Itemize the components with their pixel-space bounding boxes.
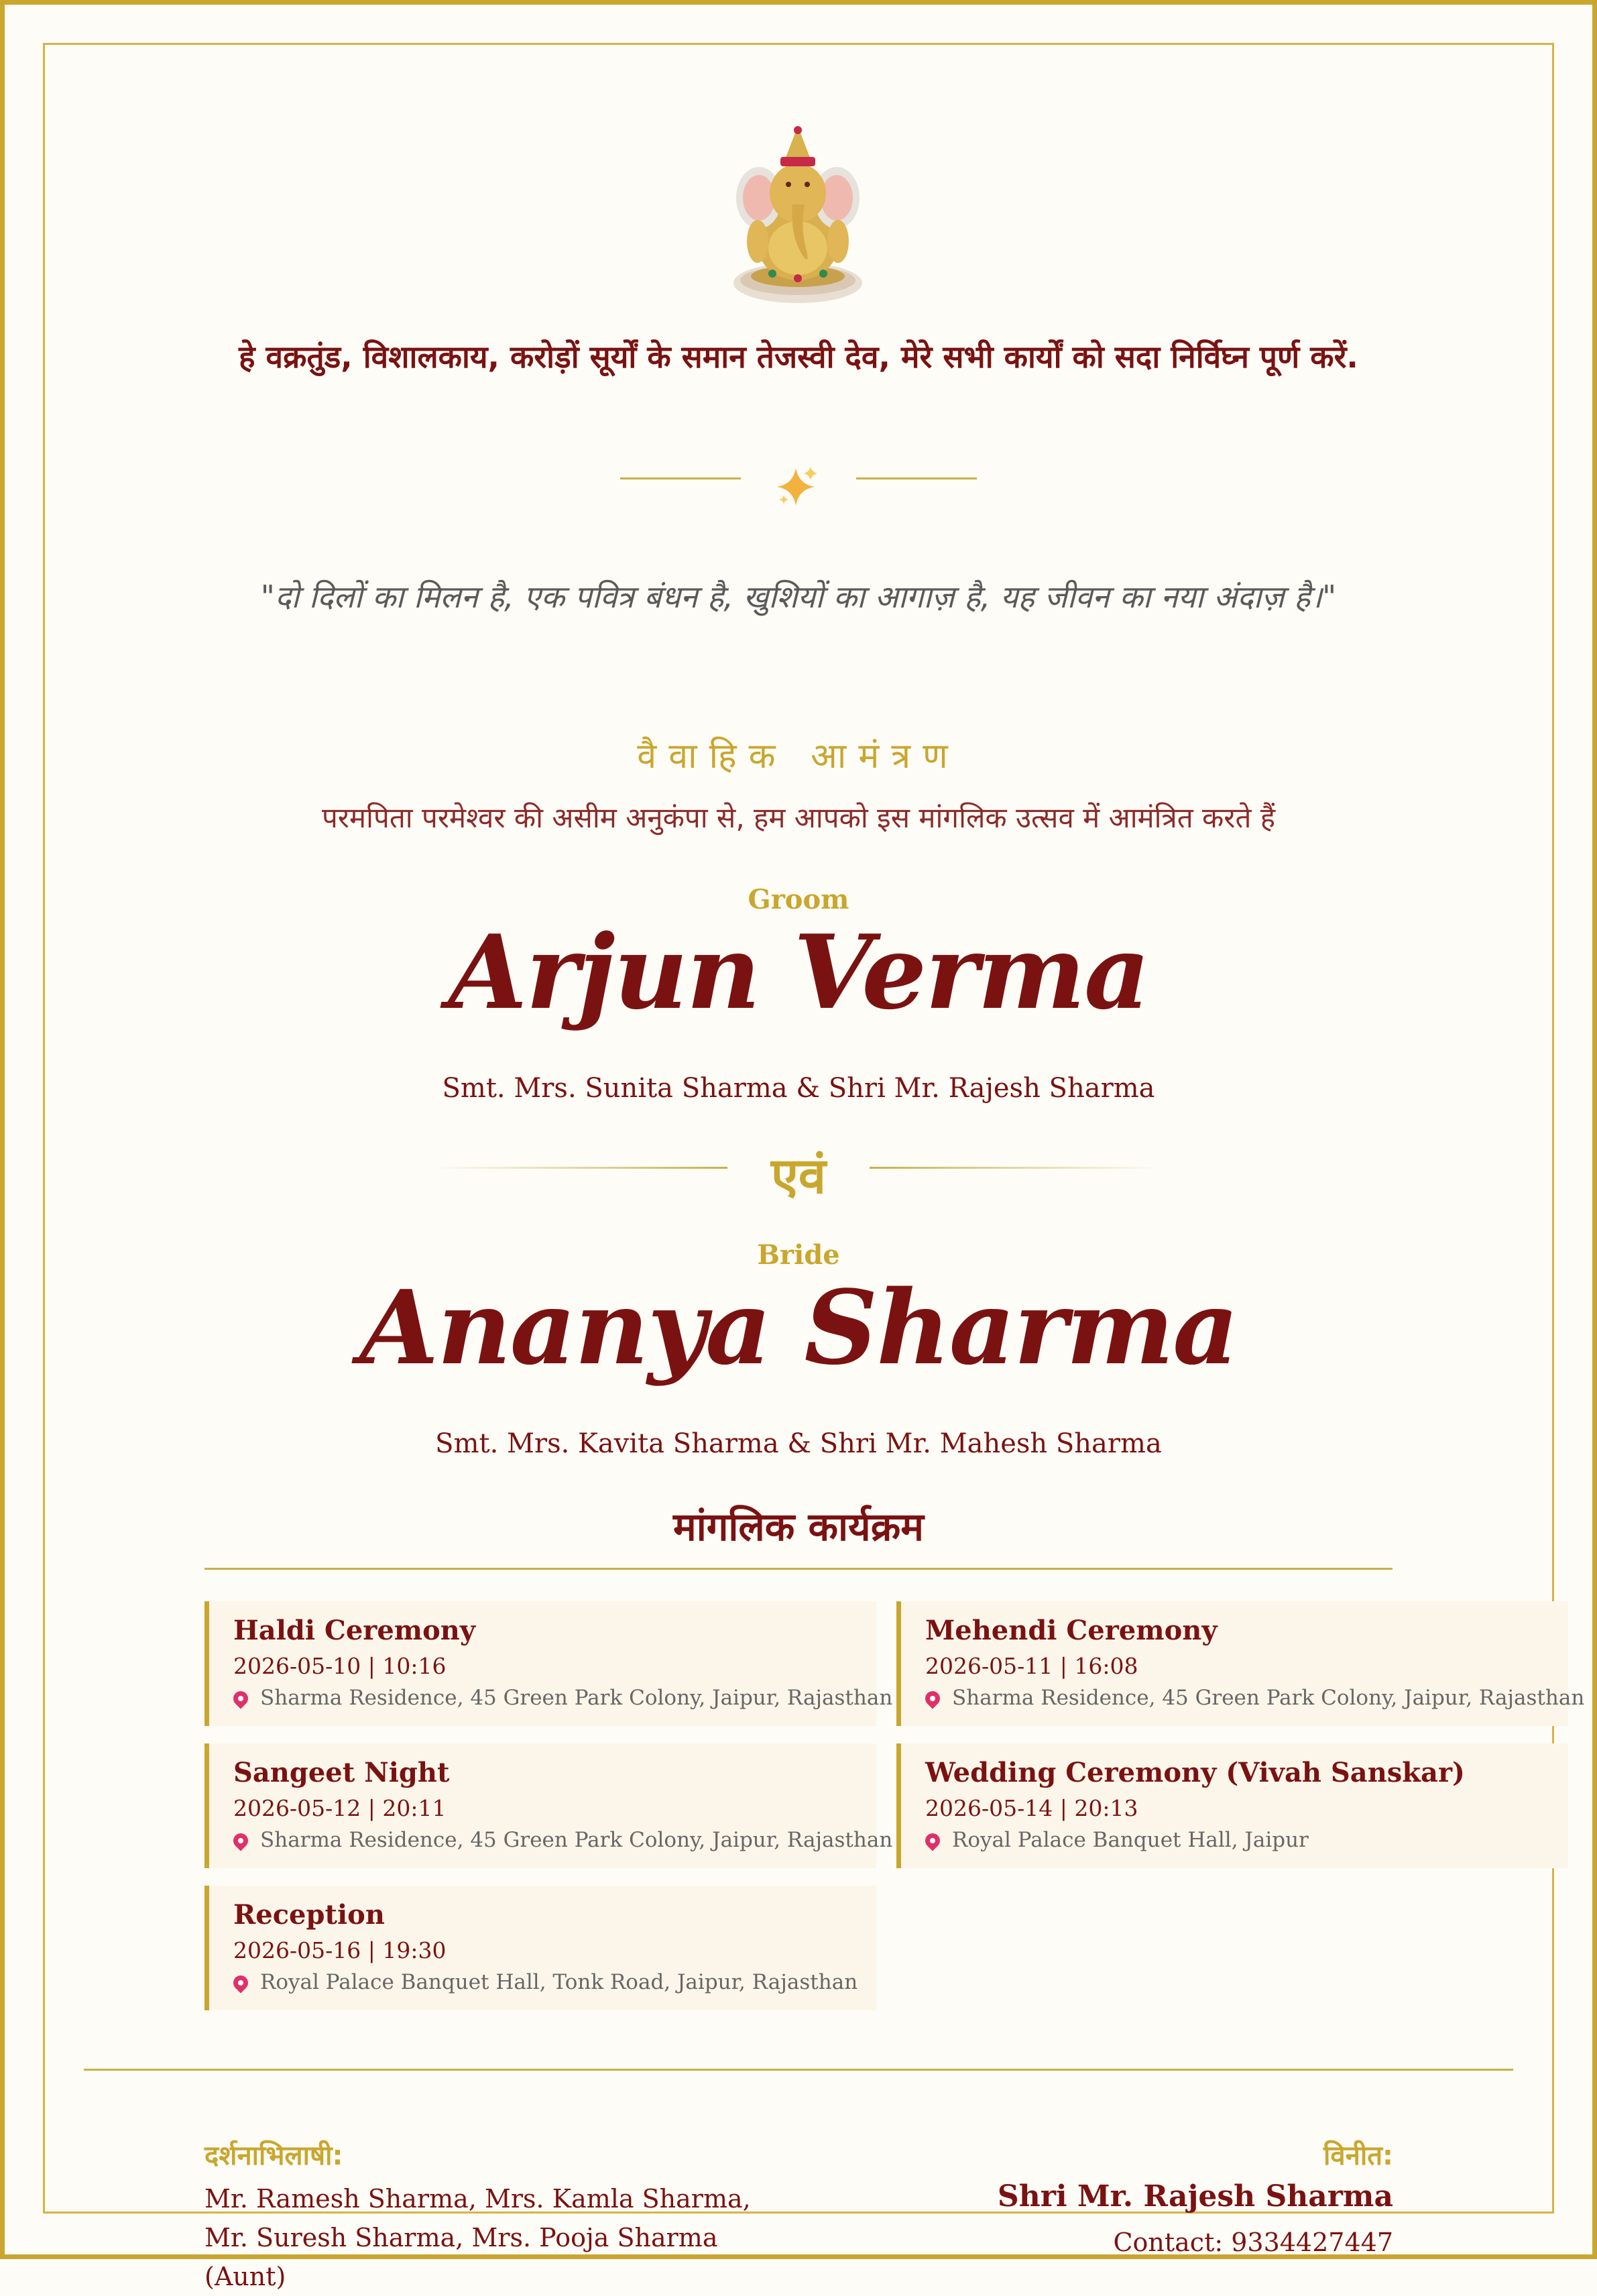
event-datetime: 2026-05-16 | 19:30 [233,1937,447,1963]
event-card-wedding [896,1743,1568,1868]
ganesha-icon [731,121,865,308]
event-venue-text: Royal Palace Banquet Hall, Jaipur [952,1828,1309,1852]
event-datetime: 2026-05-12 | 20:11 [233,1795,447,1821]
groom-parents: Smt. Mrs. Sunita Sharma & Shri Mr. Rajesh Sharma [442,1073,1155,1104]
event-card-sangeet [204,1743,893,1868]
event-name: Haldi Ceremony [233,1615,476,1646]
event-venue [233,1825,893,1855]
event-venue [925,1683,1585,1713]
event-name: Sangeet Night [233,1757,450,1788]
event-card-reception [204,1886,876,2010]
sender-name: Shri Mr. Rajesh Sharma [997,2179,1393,2214]
events-title-rule [204,1568,1393,1570]
invitation-heading: वैवाहिक आमंत्रण [637,736,960,777]
separator-line-left [620,477,741,479]
event-name: Mehendi Ceremony [925,1615,1218,1646]
sender-contact: Contact: 9334427447 [1113,2228,1393,2257]
groom-name: Arjun Verma [448,912,1149,1032]
event-datetime: 2026-05-10 | 10:16 [233,1653,447,1679]
location-pin-icon [230,1830,251,1851]
well-wishers-names: Mr. Ramesh Sharma, Mrs. Kamla Sharma, Mr. Suresh Sharma, Mrs. Pooja Sharma (Aunt) [204,2184,751,2291]
event-datetime: 2026-05-14 | 20:13 [925,1795,1138,1821]
groom-role-label: Groom [748,884,849,915]
event-venue-text: Sharma Residence, 45 Green Park Colony, Jaipur, Rajasthan [260,1828,893,1852]
location-pin-icon [230,1688,251,1709]
events-title: मांगलिक कार्यक्रम [673,1504,924,1550]
event-name: Reception [233,1899,385,1931]
event-datetime: 2026-05-11 | 16:08 [925,1653,1138,1679]
event-venue [233,1683,893,1713]
sparkle-icon [774,463,821,510]
location-pin-icon [230,1972,251,1993]
bride-role-label: Bride [757,1239,840,1271]
bride-parents: Smt. Mrs. Kavita Sharma & Shri Mr. Mahesh Sharma [435,1428,1162,1459]
footer-rule [84,2069,1513,2071]
event-venue-text: Sharma Residence, 45 Green Park Colony, Jaipur, Rajasthan [260,1686,893,1710]
event-venue [233,1967,876,1997]
bride-name: Ananya Sharma [359,1267,1238,1387]
separator-line-right [856,477,977,479]
event-venue [925,1825,1568,1855]
love-quote: "दो दिलों का मिलन है, एक पवित्र बंधन है, खुशियों का आगाज़ है, यह जीवन का नया अंदाज़ है।" [260,579,1337,615]
event-venue-text: Royal Palace Banquet Hall, Tonk Road, Jaipur, Rajasthan [260,1970,858,1994]
event-venue-text: Sharma Residence, 45 Green Park Colony, Jaipur, Rajasthan [952,1686,1585,1710]
ganesh-mantra: हे वक्रतुंड, विशालकाय, करोड़ों सूर्यों के समान तेजस्वी देव, मेरे सभी कार्यों को सदा निर्विघ्न पूर्ण करें. [239,339,1358,375]
divider-right [870,1167,1161,1169]
event-card-mehendi [896,1601,1585,1726]
conjunction-evam: एवं [770,1147,827,1205]
sender-label: विनीत: [1323,2140,1393,2171]
location-pin-icon [922,1830,943,1851]
event-card-haldi [204,1601,893,1726]
event-name: Wedding Ceremony (Vivah Sanskar) [925,1757,1465,1788]
invitation-blessing: परमपिता परमेश्वर की असीम अनुकंपा से, हम आपको इस मांगलिक उत्सव में आमंत्रित करते हैं [321,801,1276,834]
well-wishers-label: दर्शनाभिलाषी: [204,2140,343,2171]
location-pin-icon [922,1688,943,1709]
